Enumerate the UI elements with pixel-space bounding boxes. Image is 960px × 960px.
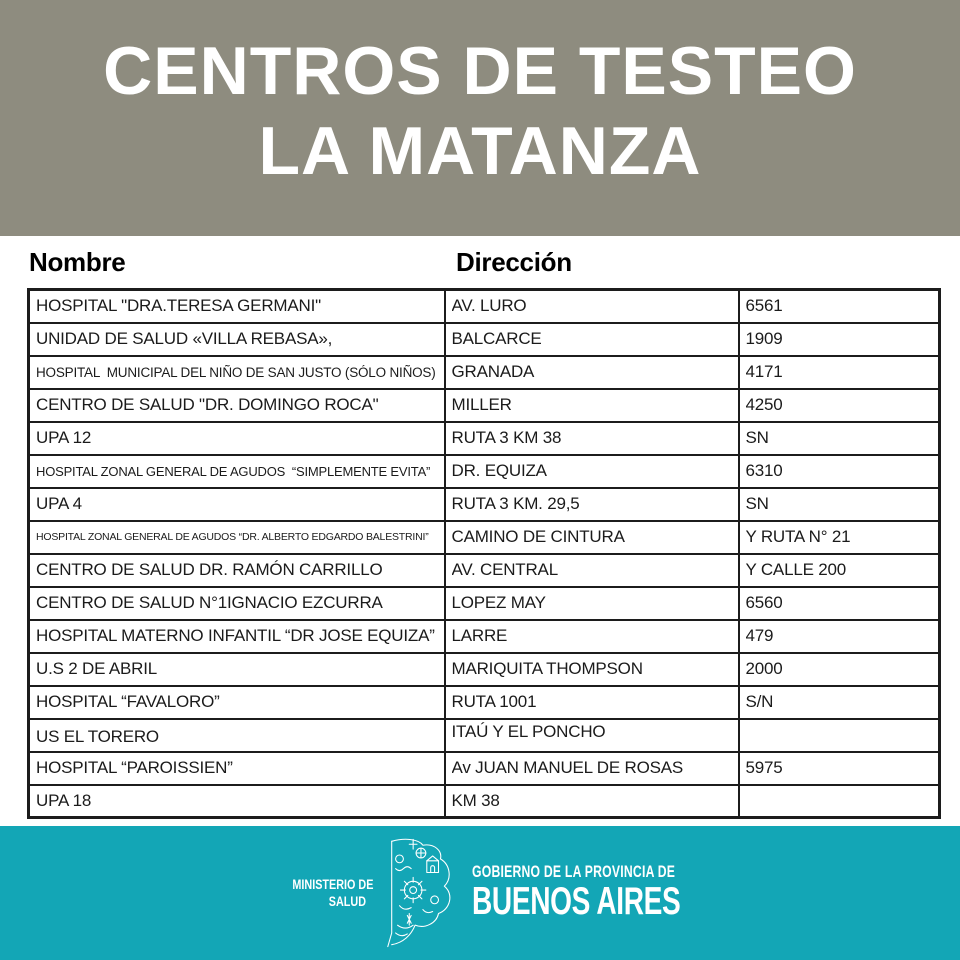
cell-nombre: UPA 18 [29, 785, 445, 818]
government-label-line1: GOBIERNO DE LA PROVINCIA DE [471, 862, 675, 881]
cell-numero: 4250 [739, 389, 940, 422]
cell-nombre: HOSPITAL “PAROISSIEN” [29, 752, 445, 785]
cell-direccion: ITAÚ Y EL PONCHO [445, 719, 739, 752]
cell-nombre: UNIDAD DE SALUD «VILLA REBASA», [29, 323, 445, 356]
cell-numero: Y RUTA N° 21 [739, 521, 940, 554]
cell-nombre: UPA 12 [29, 422, 445, 455]
cell-numero: 6310 [739, 455, 940, 488]
cell-numero: 4171 [739, 356, 940, 389]
table-row [29, 323, 940, 356]
cell-nombre: HOSPITAL MUNICIPAL DEL NIÑO DE SAN JUSTO (SÓLO NIÑOS) [29, 356, 445, 389]
cell-direccion: AV. CENTRAL [445, 554, 739, 587]
cell-nombre: CENTRO DE SALUD N°1IGNACIO EZCURRA [29, 587, 445, 620]
table-row [29, 653, 940, 686]
table-row [29, 455, 940, 488]
cell-numero: S/N [739, 686, 940, 719]
cell-nombre: U.S 2 DE ABRIL [29, 653, 445, 686]
centers-table [27, 288, 941, 819]
cell-nombre: US EL TORERO [29, 719, 445, 752]
province-crest-icon [380, 835, 458, 951]
cell-direccion: KM 38 [445, 785, 739, 818]
header-banner [0, 0, 960, 236]
cell-numero: SN [739, 488, 940, 521]
table-row [29, 587, 940, 620]
government-label-line2: BUENOS AIRES [471, 879, 680, 923]
cell-nombre: CENTRO DE SALUD "DR. DOMINGO ROCA" [29, 389, 445, 422]
cell-direccion: DR. EQUIZA [445, 455, 739, 488]
cell-nombre: HOSPITAL ZONAL GENERAL DE AGUDOS “DR. ALBERTO EDGARDO BALESTRINI” [29, 521, 445, 554]
cell-numero: 6560 [739, 587, 940, 620]
cell-direccion: RUTA 1001 [445, 686, 739, 719]
table-row [29, 620, 940, 653]
cell-nombre: UPA 4 [29, 488, 445, 521]
cell-numero: Y CALLE 200 [739, 554, 940, 587]
column-header-nombre: Nombre [29, 247, 126, 277]
cell-nombre: HOSPITAL "DRA.TERESA GERMANI" [29, 290, 445, 323]
centers-table-body [29, 290, 940, 818]
table-row [29, 686, 940, 719]
column-header-direccion: Dirección [456, 247, 572, 277]
cell-nombre: CENTRO DE SALUD DR. RAMÓN CARRILLO [29, 554, 445, 587]
table-row [29, 521, 940, 554]
ministry-label-line2: SALUD [328, 894, 366, 909]
table-row [29, 290, 940, 323]
cell-direccion: CAMINO DE CINTURA [445, 521, 739, 554]
cell-numero [739, 719, 940, 752]
table-row [29, 389, 940, 422]
cell-numero: 479 [739, 620, 940, 653]
poster-title-line1: CENTROS DE TESTEO [103, 33, 857, 109]
table-row [29, 554, 940, 587]
cell-direccion: AV. LURO [445, 290, 739, 323]
cell-direccion: GRANADA [445, 356, 739, 389]
cell-numero: 5975 [739, 752, 940, 785]
government-label [472, 863, 687, 924]
table-row [29, 752, 940, 785]
ministry-label-line1: MINISTERIO DE [291, 877, 373, 892]
cell-direccion: BALCARCE [445, 323, 739, 356]
cell-direccion: LARRE [445, 620, 739, 653]
footer-banner [0, 826, 960, 960]
cell-numero: 2000 [739, 653, 940, 686]
cell-numero [739, 785, 940, 818]
cell-direccion: Av JUAN MANUEL DE ROSAS [445, 752, 739, 785]
cell-nombre: HOSPITAL “FAVALORO” [29, 686, 445, 719]
cell-numero: 6561 [739, 290, 940, 323]
table-row [29, 422, 940, 455]
cell-numero: 1909 [739, 323, 940, 356]
cell-direccion: LOPEZ MAY [445, 587, 739, 620]
cell-numero: SN [739, 422, 940, 455]
ministry-label [274, 876, 373, 910]
table-row [29, 785, 940, 818]
cell-nombre: HOSPITAL ZONAL GENERAL DE AGUDOS “SIMPLEMENTE EVITA” [29, 455, 445, 488]
cell-nombre: HOSPITAL MATERNO INFANTIL “DR JOSE EQUIZA” [29, 620, 445, 653]
poster-title-line2: LA MATANZA [258, 113, 702, 189]
cell-direccion: MILLER [445, 389, 739, 422]
cell-direccion: MARIQUITA THOMPSON [445, 653, 739, 686]
cell-direccion: RUTA 3 KM. 29,5 [445, 488, 739, 521]
table-row [29, 488, 940, 521]
column-headers [0, 236, 960, 288]
cell-direccion: RUTA 3 KM 38 [445, 422, 739, 455]
table-row [29, 719, 940, 752]
table-row [29, 356, 940, 389]
